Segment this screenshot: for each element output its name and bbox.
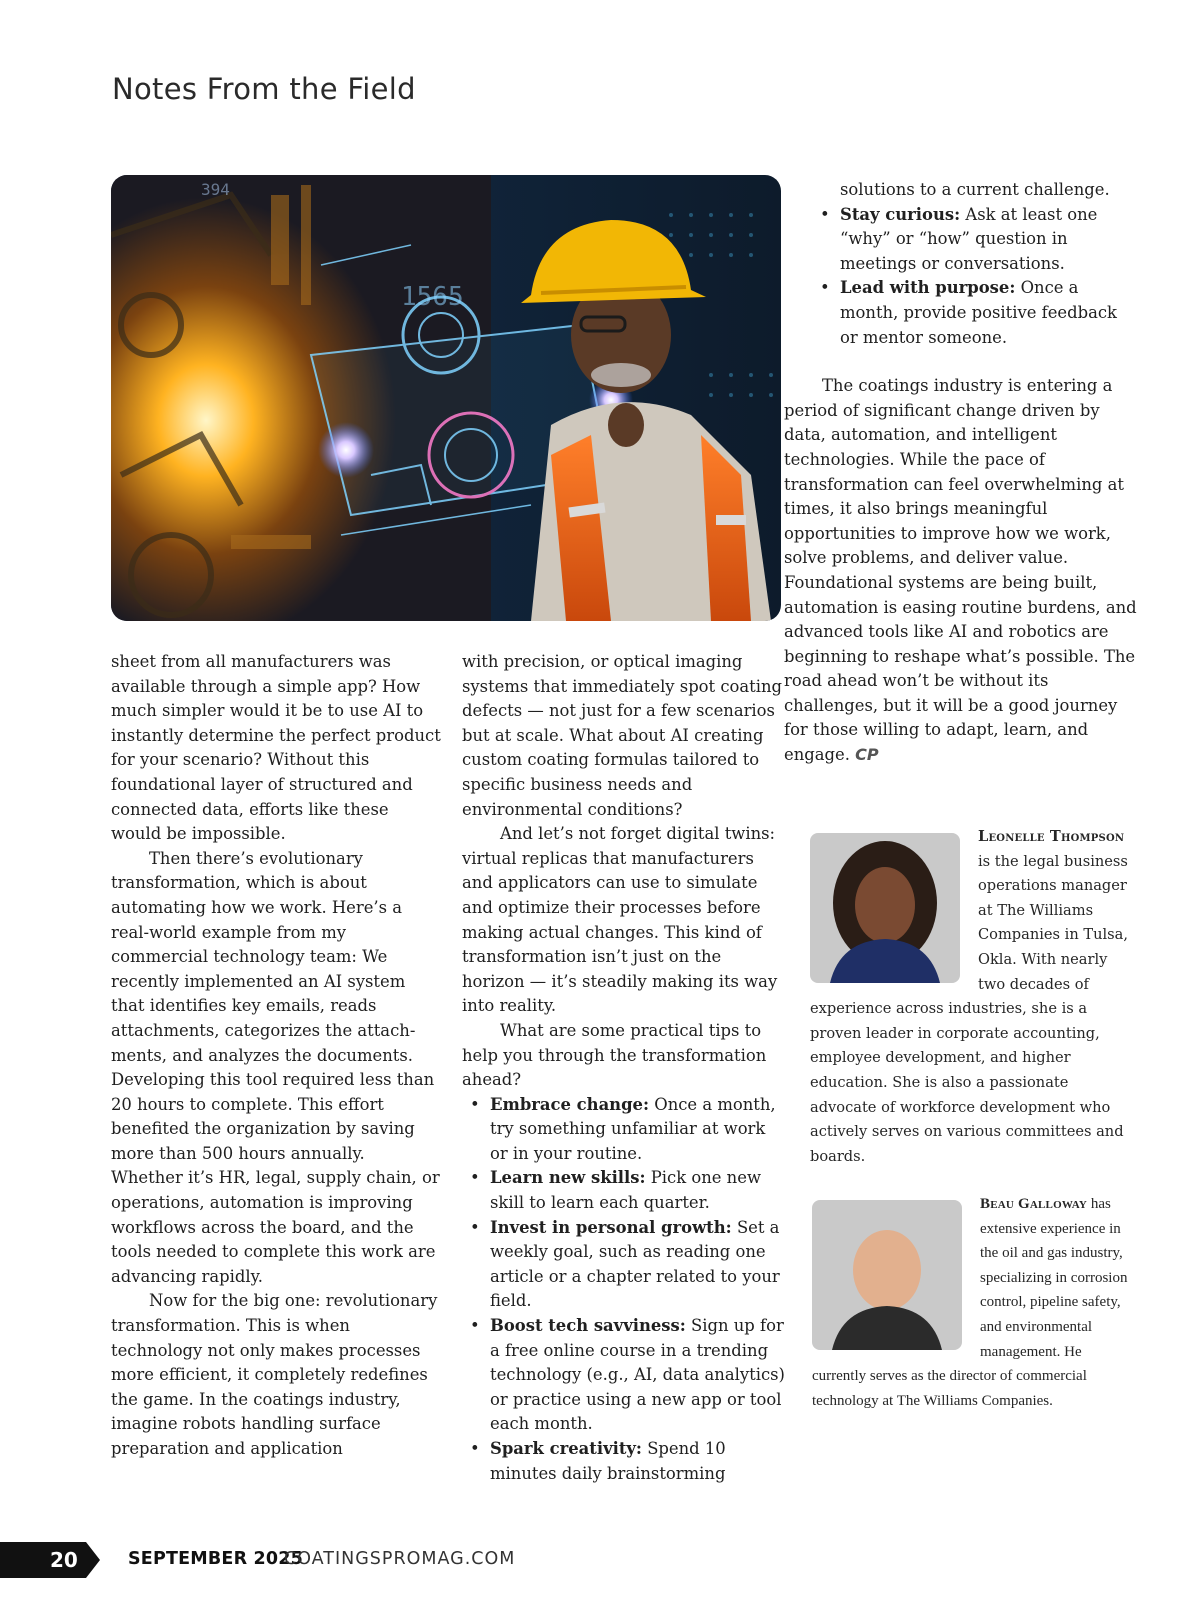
paragraph: Then there’s evolutionary transformation, which is about automating how we work. Here’s a real-world example from my commercial technology team: We recently implemented an AI system that identifies key emails, reads attachments, categorizes the attachments, and analyzes the documents. Developing this tool required less than 20 hours to complete. This effort benefited the organization by saving more than 500 hours annually. Whether it’s HR, legal, supply chain, or operations, automation is improving workflows across the board, and the tools needed to complete this work are advancing rapidly.	[111, 848, 440, 1286]
list-item	[490, 1216, 787, 1314]
list-item	[490, 1166, 787, 1215]
tips-list-continued	[812, 178, 1137, 350]
paragraph: sheet from all manufacturers was available through a simple app? How much simpler would it be to use AI to instantly determine the perfect product for your scenario? Without this foundational layer of structured and connected data, efforts like these would be impossible.	[111, 652, 441, 844]
author-photo-thompson	[810, 833, 960, 983]
tip-text: Pick one new skill to learn each quarter.	[490, 1168, 761, 1213]
tip-text: Sign up for a free online course in a trending technology (e.g., AI, data analytics) or practice using a new app or tool each month.	[490, 1316, 785, 1434]
paragraph: And let’s not forget digital twins: virtual replicas that manufacturers and applicators can use to simulate and optimize their processes before making actual changes. This kind of transformation isn’t just on the horizon — it’s steadily making its way into reality.	[462, 824, 778, 1016]
paragraph: What are some practical tips to help you through the transformation ahead?	[462, 1020, 767, 1090]
tip-title: Lead with purpose:	[840, 278, 1016, 298]
tip-text: Once a month, try something unfamiliar at work or in your routine.	[490, 1094, 776, 1163]
tip-text: Once a month, provide positive feedback or mentor someone.	[840, 278, 1117, 347]
list-item	[840, 276, 1137, 350]
tip-title: Spark creativity:	[490, 1439, 642, 1458]
tip-text: solutions to a current challenge.	[840, 180, 1110, 199]
svg-text:394: 394	[201, 180, 230, 199]
author-bio-1	[812, 825, 1132, 1169]
website: COATINGSPROMAG.COM	[284, 1549, 516, 1569]
bio-text: has extensive experience in the oil and gas industry, specializing in corrosion control, pipeline safety, and environmental management. He currently serves as the director of commercial technology at The Williams Companies.	[812, 1196, 1128, 1409]
tip-title: Embrace change:	[490, 1094, 650, 1114]
tip-text: Set a weekly goal, such as reading one article or a chapter related to your field.	[490, 1217, 780, 1311]
tip-title: Invest in personal growth:	[490, 1217, 732, 1237]
tip-title: Boost tech savviness:	[490, 1316, 686, 1336]
end-mark: CP	[855, 745, 879, 765]
author-bio-2	[812, 1192, 1132, 1413]
closing-paragraph	[784, 374, 1137, 768]
page-number: 20	[50, 1548, 78, 1572]
tip-text: Spend 10 minutes daily brainstorming	[490, 1439, 726, 1483]
author-name: Leonelle Thompson	[978, 828, 1125, 845]
paragraph: with precision, or optical imaging systems that immediately spot coating defects — not just for a few scenarios but at scale. What about AI creating custom coating formulas tailored to specific business needs and environmental conditions?	[462, 652, 783, 819]
article-column-1	[111, 650, 441, 1462]
section-title: Notes From the Field	[112, 72, 416, 106]
tip-title: Learn new skills:	[490, 1168, 646, 1188]
paragraph-text: The coatings industry is entering a period of significant change driven by data, automation, and intelligent technologies. While the pace of transformation can feel overwhelming at times, it also brings meaningful opportunities to improve how we work, solve problems, and deliver value. Foundational systems are being built, automation is easing routine burdens, and advanced tools like AI and robotics are beginning to reshape what’s possible. The road ahead won’t be without its challenges, but it will be a good journey for those willing to adapt, learn, and engage.	[784, 376, 1137, 765]
tip-text: Ask at least one “why” or “how” question in meetings or conversations.	[840, 204, 1098, 273]
tips-list	[462, 1093, 787, 1487]
hero-image	[111, 175, 781, 621]
list-item-continued	[840, 178, 1137, 203]
paragraph: Now for the big one: revolutionary transformation. This is when technology not only makes processes more efficient, it completely redefines the game. In the coatings industry, imagine robots handling surface preparation and application	[111, 1291, 438, 1458]
svg-text:1565: 1565	[401, 282, 464, 312]
issue-date: SEPTEMBER 2025	[128, 1549, 304, 1569]
list-item	[490, 1314, 787, 1437]
tip-title: Stay curious:	[840, 204, 961, 224]
bio-text: is the legal business operations manager at The Williams Companies in Tulsa, Okla. With nearly two decades of experience across industries, she is a proven leader in corporate accounting, employee development, and higher education. She is also a passionate advocate of workforce development who actively serves on various committees and boards.	[810, 852, 1128, 1165]
list-item	[490, 1093, 787, 1167]
list-item	[840, 203, 1137, 277]
list-item	[490, 1437, 787, 1486]
author-name: Beau Galloway	[980, 1196, 1088, 1212]
article-column-2	[462, 650, 787, 1486]
article-column-3	[784, 178, 1137, 768]
author-photo-galloway	[812, 1200, 962, 1350]
